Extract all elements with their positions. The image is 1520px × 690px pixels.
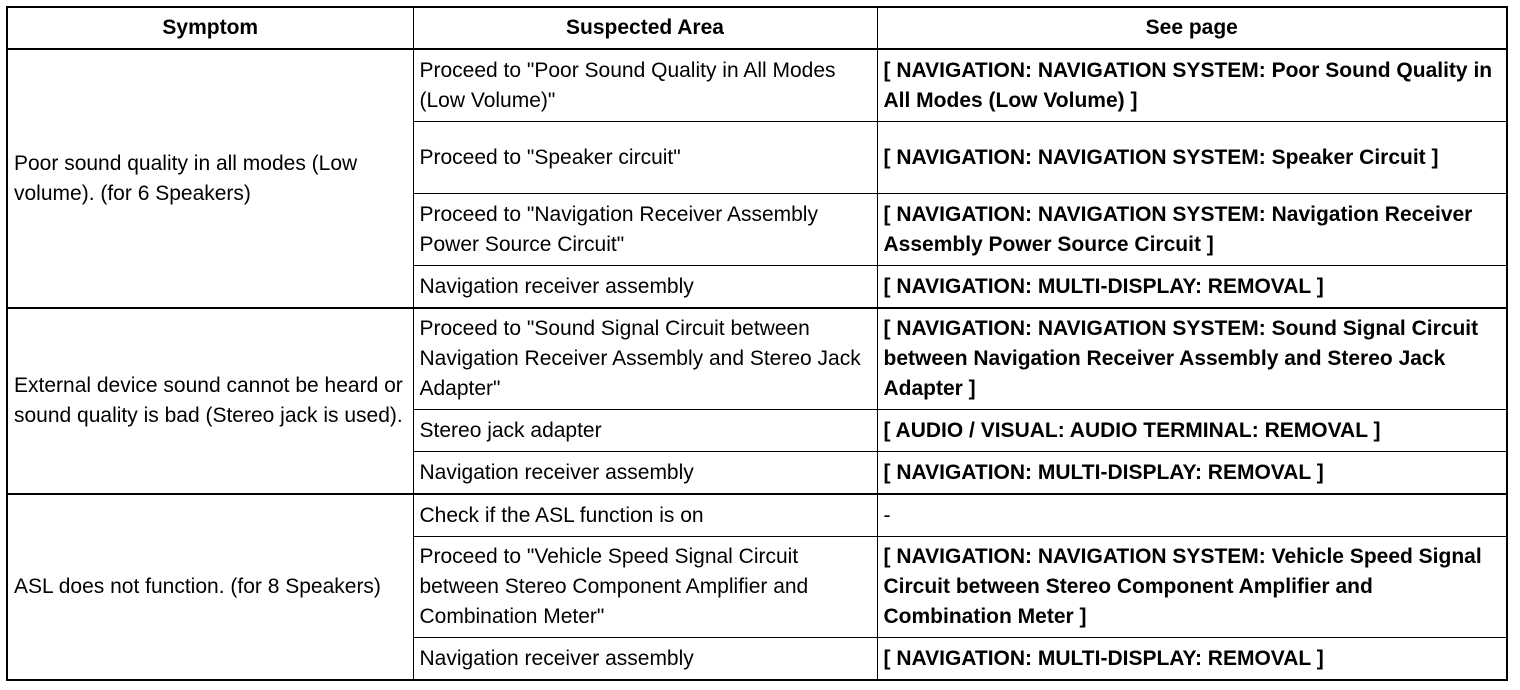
symptom-group xyxy=(7,494,1507,680)
see-page-link[interactable]: [ NAVIGATION: MULTI-DISPLAY: REMOVAL ] xyxy=(877,266,1507,309)
suspected-area-cell: Proceed to "Speaker circuit" xyxy=(413,122,877,194)
suspected-area-cell: Navigation receiver assembly xyxy=(413,638,877,681)
symptom-cell: External device sound cannot be heard or sound quality is bad (Stereo jack is used). xyxy=(7,308,413,494)
symptom-group xyxy=(7,308,1507,494)
suspected-area-cell: Check if the ASL function is on xyxy=(413,494,877,537)
see-page-link[interactable]: [ NAVIGATION: NAVIGATION SYSTEM: Speaker Circuit ] xyxy=(877,122,1507,194)
symptom-group xyxy=(7,49,1507,308)
see-page-link[interactable]: [ NAVIGATION: NAVIGATION SYSTEM: Poor Sound Quality in All Modes (Low Volume) ] xyxy=(877,49,1507,122)
suspected-area-cell: Proceed to "Vehicle Speed Signal Circuit between Stereo Component Amplifier and Combination Meter" xyxy=(413,537,877,638)
see-page-link[interactable]: [ NAVIGATION: NAVIGATION SYSTEM: Vehicle Speed Signal Circuit between Stereo Component Amplifier and Combination Meter ] xyxy=(877,537,1507,638)
see-page-link[interactable]: [ NAVIGATION: MULTI-DISPLAY: REMOVAL ] xyxy=(877,452,1507,495)
column-header-see-page: See page xyxy=(877,7,1507,49)
see-page-link[interactable]: [ NAVIGATION: NAVIGATION SYSTEM: Navigation Receiver Assembly Power Source Circuit ] xyxy=(877,194,1507,266)
see-page-link[interactable]: [ NAVIGATION: NAVIGATION SYSTEM: Sound Signal Circuit between Navigation Receiver Assembly and Stereo Jack Adapter ] xyxy=(877,308,1507,410)
column-header-symptom: Symptom xyxy=(7,7,413,49)
suspected-area-cell: Proceed to "Sound Signal Circuit between Navigation Receiver Assembly and Stereo Jack Adapter" xyxy=(413,308,877,410)
symptom-cell: Poor sound quality in all modes (Low volume). (for 6 Speakers) xyxy=(7,49,413,308)
column-header-suspected-area: Suspected Area xyxy=(413,7,877,49)
see-page-link[interactable]: [ NAVIGATION: MULTI-DISPLAY: REMOVAL ] xyxy=(877,638,1507,681)
suspected-area-cell: Navigation receiver assembly xyxy=(413,452,877,495)
suspected-area-cell: Proceed to "Poor Sound Quality in All Modes (Low Volume)" xyxy=(413,49,877,122)
see-page-link[interactable]: [ AUDIO / VISUAL: AUDIO TERMINAL: REMOVAL ] xyxy=(877,410,1507,452)
table-row xyxy=(7,308,1507,410)
troubleshooting-table xyxy=(6,6,1508,681)
table-row xyxy=(7,49,1507,122)
symptom-cell: ASL does not function. (for 8 Speakers) xyxy=(7,494,413,680)
table-row xyxy=(7,494,1507,537)
header-row xyxy=(7,7,1507,49)
suspected-area-cell: Proceed to "Navigation Receiver Assembly Power Source Circuit" xyxy=(413,194,877,266)
suspected-area-cell: Stereo jack adapter xyxy=(413,410,877,452)
see-page-cell: - xyxy=(877,494,1507,537)
suspected-area-cell: Navigation receiver assembly xyxy=(413,266,877,309)
